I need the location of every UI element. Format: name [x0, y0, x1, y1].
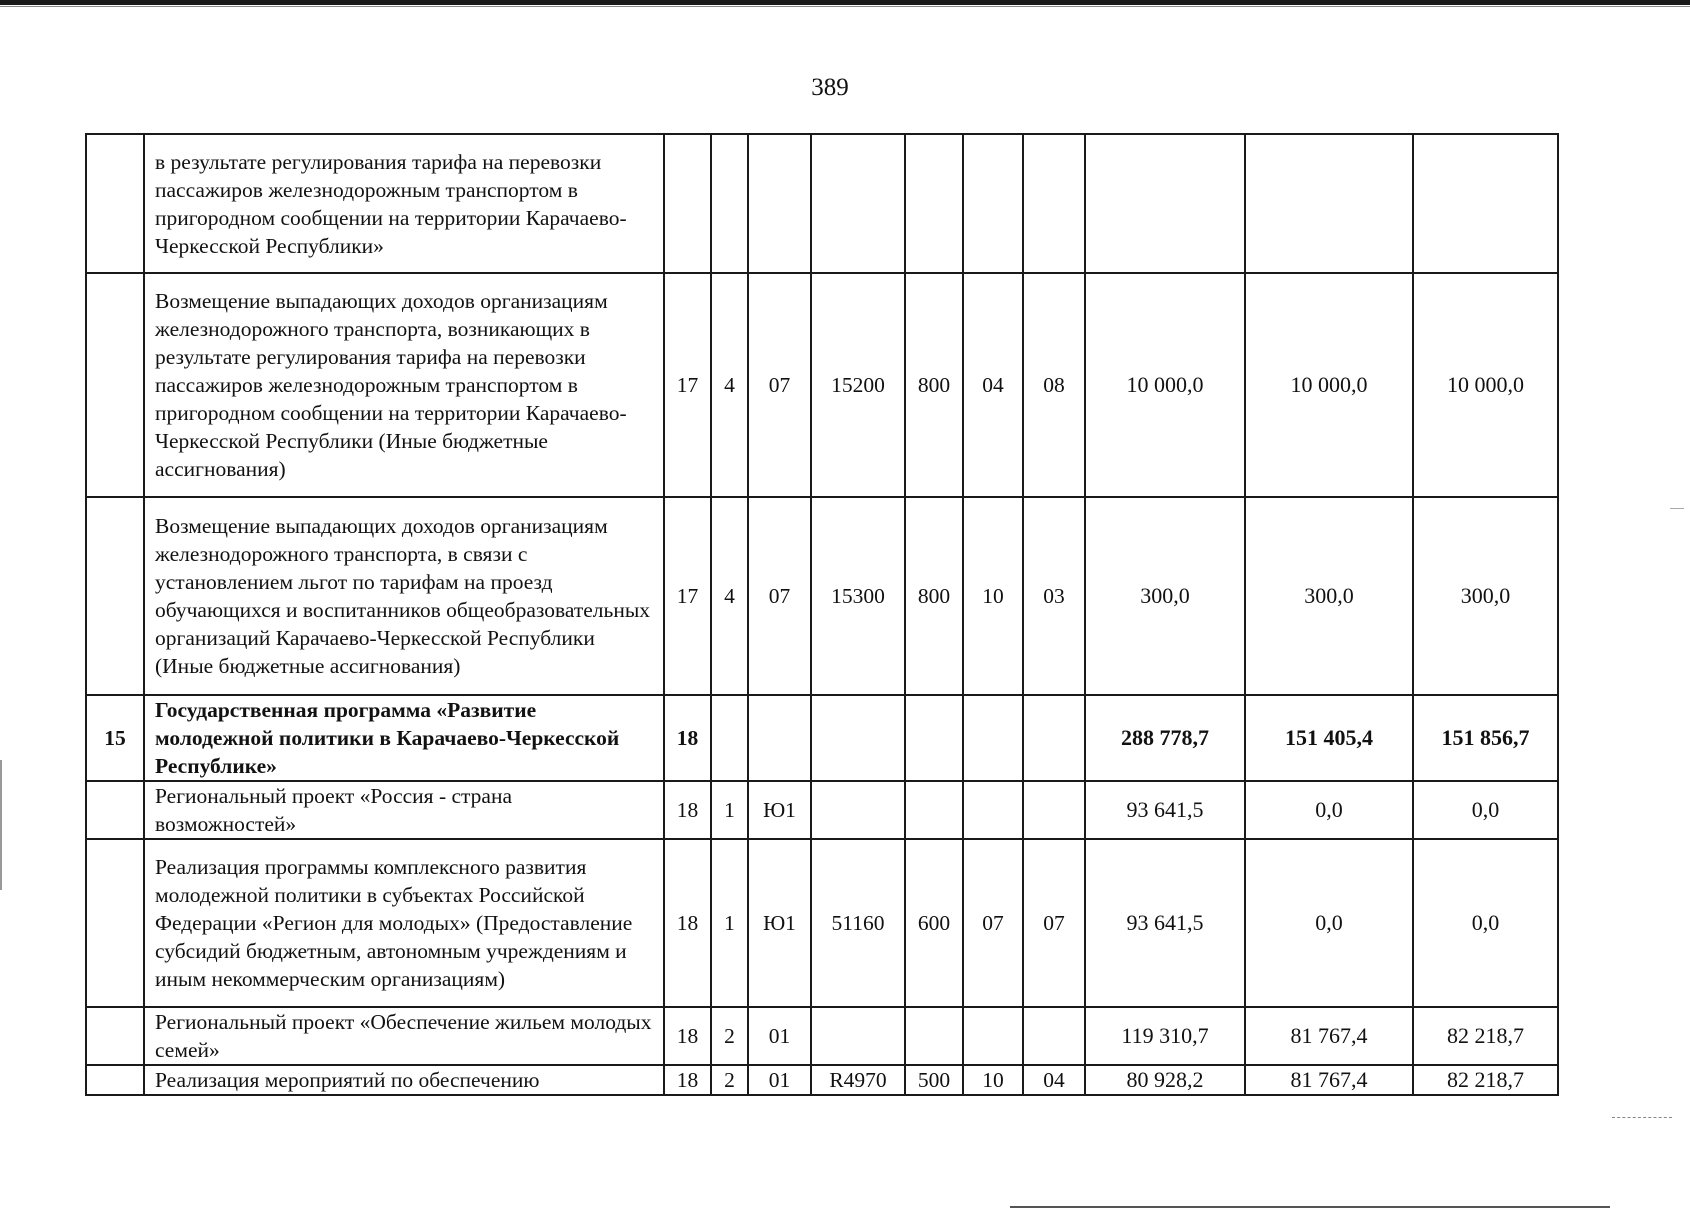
code-sub	[711, 695, 748, 781]
code-pr	[1023, 695, 1085, 781]
code-event	[748, 134, 811, 273]
row-number	[86, 497, 144, 695]
code-pr: 03	[1023, 497, 1085, 695]
code-pr	[1023, 134, 1085, 273]
code-gp: 18	[664, 695, 711, 781]
amount-year-2: 151 405,4	[1245, 695, 1413, 781]
code-sub: 4	[711, 497, 748, 695]
table-row	[86, 273, 1558, 497]
row-description: Реализация программы комплексного развития молодежной политики в субъектах Российской Федерации «Регион для молодых» (Предоставление субсидий бюджетным, автономным учреждениям и иным некоммерческим организациям)	[144, 839, 664, 1007]
code-event: 01	[748, 1007, 811, 1065]
code-gp: 18	[664, 1065, 711, 1095]
code-vr: 600	[905, 839, 963, 1007]
amount-year-3: 82 218,7	[1413, 1065, 1558, 1095]
code-rz	[963, 781, 1023, 839]
code-rz	[963, 134, 1023, 273]
code-rz: 10	[963, 497, 1023, 695]
code-event	[748, 695, 811, 781]
row-description: Реализация мероприятий по обеспечению	[144, 1065, 664, 1095]
code-vr	[905, 695, 963, 781]
code-direction: R4970	[811, 1065, 905, 1095]
row-number	[86, 134, 144, 273]
code-sub: 2	[711, 1007, 748, 1065]
code-vr	[905, 134, 963, 273]
amount-year-3	[1413, 134, 1558, 273]
amount-year-1: 80 928,2	[1085, 1065, 1245, 1095]
amount-year-3: 82 218,7	[1413, 1007, 1558, 1065]
amount-year-3: 10 000,0	[1413, 273, 1558, 497]
budget-table	[85, 133, 1559, 1096]
code-rz: 04	[963, 273, 1023, 497]
code-rz	[963, 1007, 1023, 1065]
code-direction: 15300	[811, 497, 905, 695]
row-number	[86, 781, 144, 839]
code-gp: 18	[664, 781, 711, 839]
scan-mark-left	[0, 760, 2, 890]
table-row	[86, 781, 1558, 839]
scan-edge-top	[0, 0, 1690, 5]
code-pr: 04	[1023, 1065, 1085, 1095]
row-description: Возмещение выпадающих доходов организациям железнодорожного транспорта, возникающих в результате регулирования тарифа на перевозки пассажиров железнодорожным транспортом в пригородном сообщении на территории Карачаево-Черкесской Республики (Иные бюджетные ассигнования)	[144, 273, 664, 497]
code-direction	[811, 695, 905, 781]
page-number: 389	[811, 74, 849, 101]
table-row-program	[86, 695, 1558, 781]
amount-year-1: 93 641,5	[1085, 781, 1245, 839]
row-number	[86, 1065, 144, 1095]
code-vr: 500	[905, 1065, 963, 1095]
row-description: Возмещение выпадающих доходов организациям железнодорожного транспорта, в связи с установлением льгот по тарифам на проезд обучающихся и воспитанников общеобразовательных организаций Карачаево-Черкесской Республики (Иные бюджетные ассигнования)	[144, 497, 664, 695]
row-description: в результате регулирования тарифа на перевозки пассажиров железнодорожным транспортом в пригородном сообщении на территории Карачаево-Черкесской Республики»	[144, 134, 664, 273]
table-row	[86, 1007, 1558, 1065]
amount-year-3: 151 856,7	[1413, 695, 1558, 781]
code-direction	[811, 134, 905, 273]
code-gp: 18	[664, 1007, 711, 1065]
amount-year-1: 10 000,0	[1085, 273, 1245, 497]
row-number	[86, 839, 144, 1007]
row-number: 15	[86, 695, 144, 781]
code-sub: 1	[711, 839, 748, 1007]
amount-year-3: 0,0	[1413, 781, 1558, 839]
code-sub: 1	[711, 781, 748, 839]
amount-year-3: 300,0	[1413, 497, 1558, 695]
code-rz: 10	[963, 1065, 1023, 1095]
amount-year-2: 300,0	[1245, 497, 1413, 695]
row-description: Государственная программа «Развитие молодежной политики в Карачаево-Черкесской Республике»	[144, 695, 664, 781]
table-row	[86, 134, 1558, 273]
code-direction: 51160	[811, 839, 905, 1007]
code-pr: 07	[1023, 839, 1085, 1007]
code-direction: 15200	[811, 273, 905, 497]
table-row	[86, 497, 1558, 695]
code-gp: 17	[664, 497, 711, 695]
amount-year-2: 81 767,4	[1245, 1065, 1413, 1095]
code-vr: 800	[905, 497, 963, 695]
code-event: Ю1	[748, 839, 811, 1007]
amount-year-2: 10 000,0	[1245, 273, 1413, 497]
budget-table-body	[86, 134, 1558, 1095]
code-sub: 4	[711, 273, 748, 497]
amount-year-2: 81 767,4	[1245, 1007, 1413, 1065]
code-pr	[1023, 781, 1085, 839]
row-description: Региональный проект «Обеспечение жильем молодых семей»	[144, 1007, 664, 1065]
code-sub: 2	[711, 1065, 748, 1095]
code-rz: 07	[963, 839, 1023, 1007]
row-number	[86, 273, 144, 497]
code-pr	[1023, 1007, 1085, 1065]
code-event: Ю1	[748, 781, 811, 839]
scan-line-top	[0, 6, 1690, 7]
amount-year-1: 288 778,7	[1085, 695, 1245, 781]
table-row	[86, 839, 1558, 1007]
code-direction	[811, 1007, 905, 1065]
amount-year-2: 0,0	[1245, 839, 1413, 1007]
code-vr	[905, 781, 963, 839]
code-rz	[963, 695, 1023, 781]
amount-year-1: 300,0	[1085, 497, 1245, 695]
amount-year-1	[1085, 134, 1245, 273]
code-event: 07	[748, 497, 811, 695]
code-pr: 08	[1023, 273, 1085, 497]
scan-tick-right	[1670, 508, 1684, 509]
scan-dash-right	[1612, 1117, 1672, 1118]
code-sub	[711, 134, 748, 273]
code-gp	[664, 134, 711, 273]
amount-year-1: 119 310,7	[1085, 1007, 1245, 1065]
amount-year-2: 0,0	[1245, 781, 1413, 839]
code-event: 01	[748, 1065, 811, 1095]
code-event: 07	[748, 273, 811, 497]
code-gp: 18	[664, 839, 711, 1007]
code-direction	[811, 781, 905, 839]
code-vr	[905, 1007, 963, 1065]
row-number	[86, 1007, 144, 1065]
row-description: Региональный проект «Россия - страна возможностей»	[144, 781, 664, 839]
code-vr: 800	[905, 273, 963, 497]
amount-year-1: 93 641,5	[1085, 839, 1245, 1007]
amount-year-2	[1245, 134, 1413, 273]
amount-year-3: 0,0	[1413, 839, 1558, 1007]
code-gp: 17	[664, 273, 711, 497]
table-row	[86, 1065, 1558, 1095]
